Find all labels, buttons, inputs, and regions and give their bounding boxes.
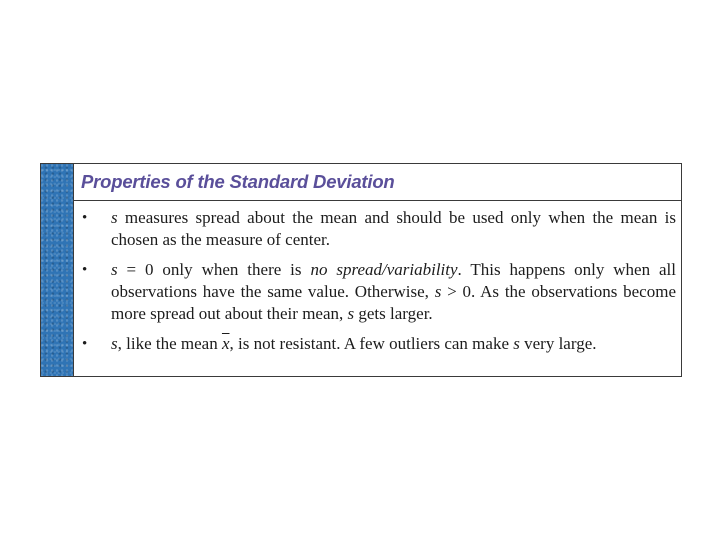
symbol-x-bar: $\overline{x}$: [221, 334, 230, 353]
item-text: . This happens only when all observations have the same value. Otherwise,: [111, 260, 676, 301]
bullet-icon: •: [82, 262, 88, 278]
item-text: measures spread about the mean and should be used only when the mean is chosen as the measure of center.: [111, 208, 676, 249]
symbol-s: s: [111, 260, 118, 279]
item-text: , like the mean: [117, 334, 222, 353]
properties-list: [74, 201, 681, 363]
item-text: = 0 only when there is: [117, 260, 311, 279]
list-item: [74, 333, 676, 355]
list-item: [74, 207, 676, 251]
symbol-s: s: [111, 208, 118, 227]
symbol-s: s: [347, 304, 355, 323]
decorative-side-bar: [41, 164, 74, 376]
item-text: , is not resistant. A few outliers can make: [229, 334, 514, 353]
box-header: [74, 164, 681, 201]
symbol-s: s: [111, 334, 118, 353]
item-text: gets larger.: [354, 304, 433, 323]
emphasis-text: no spread/variability: [310, 260, 458, 279]
item-text: > 0. As the observations become more spread out about their mean,: [111, 282, 676, 323]
symbol-s: s: [434, 282, 442, 301]
bullet-icon: •: [82, 210, 88, 226]
symbol-s: s: [513, 334, 520, 353]
box-content: [74, 164, 681, 376]
list-item: [74, 259, 676, 325]
box-title: Properties of the Standard Deviation: [81, 171, 395, 192]
properties-box: [40, 163, 682, 377]
bullet-icon: •: [82, 336, 88, 352]
item-text: very large.: [519, 334, 597, 353]
